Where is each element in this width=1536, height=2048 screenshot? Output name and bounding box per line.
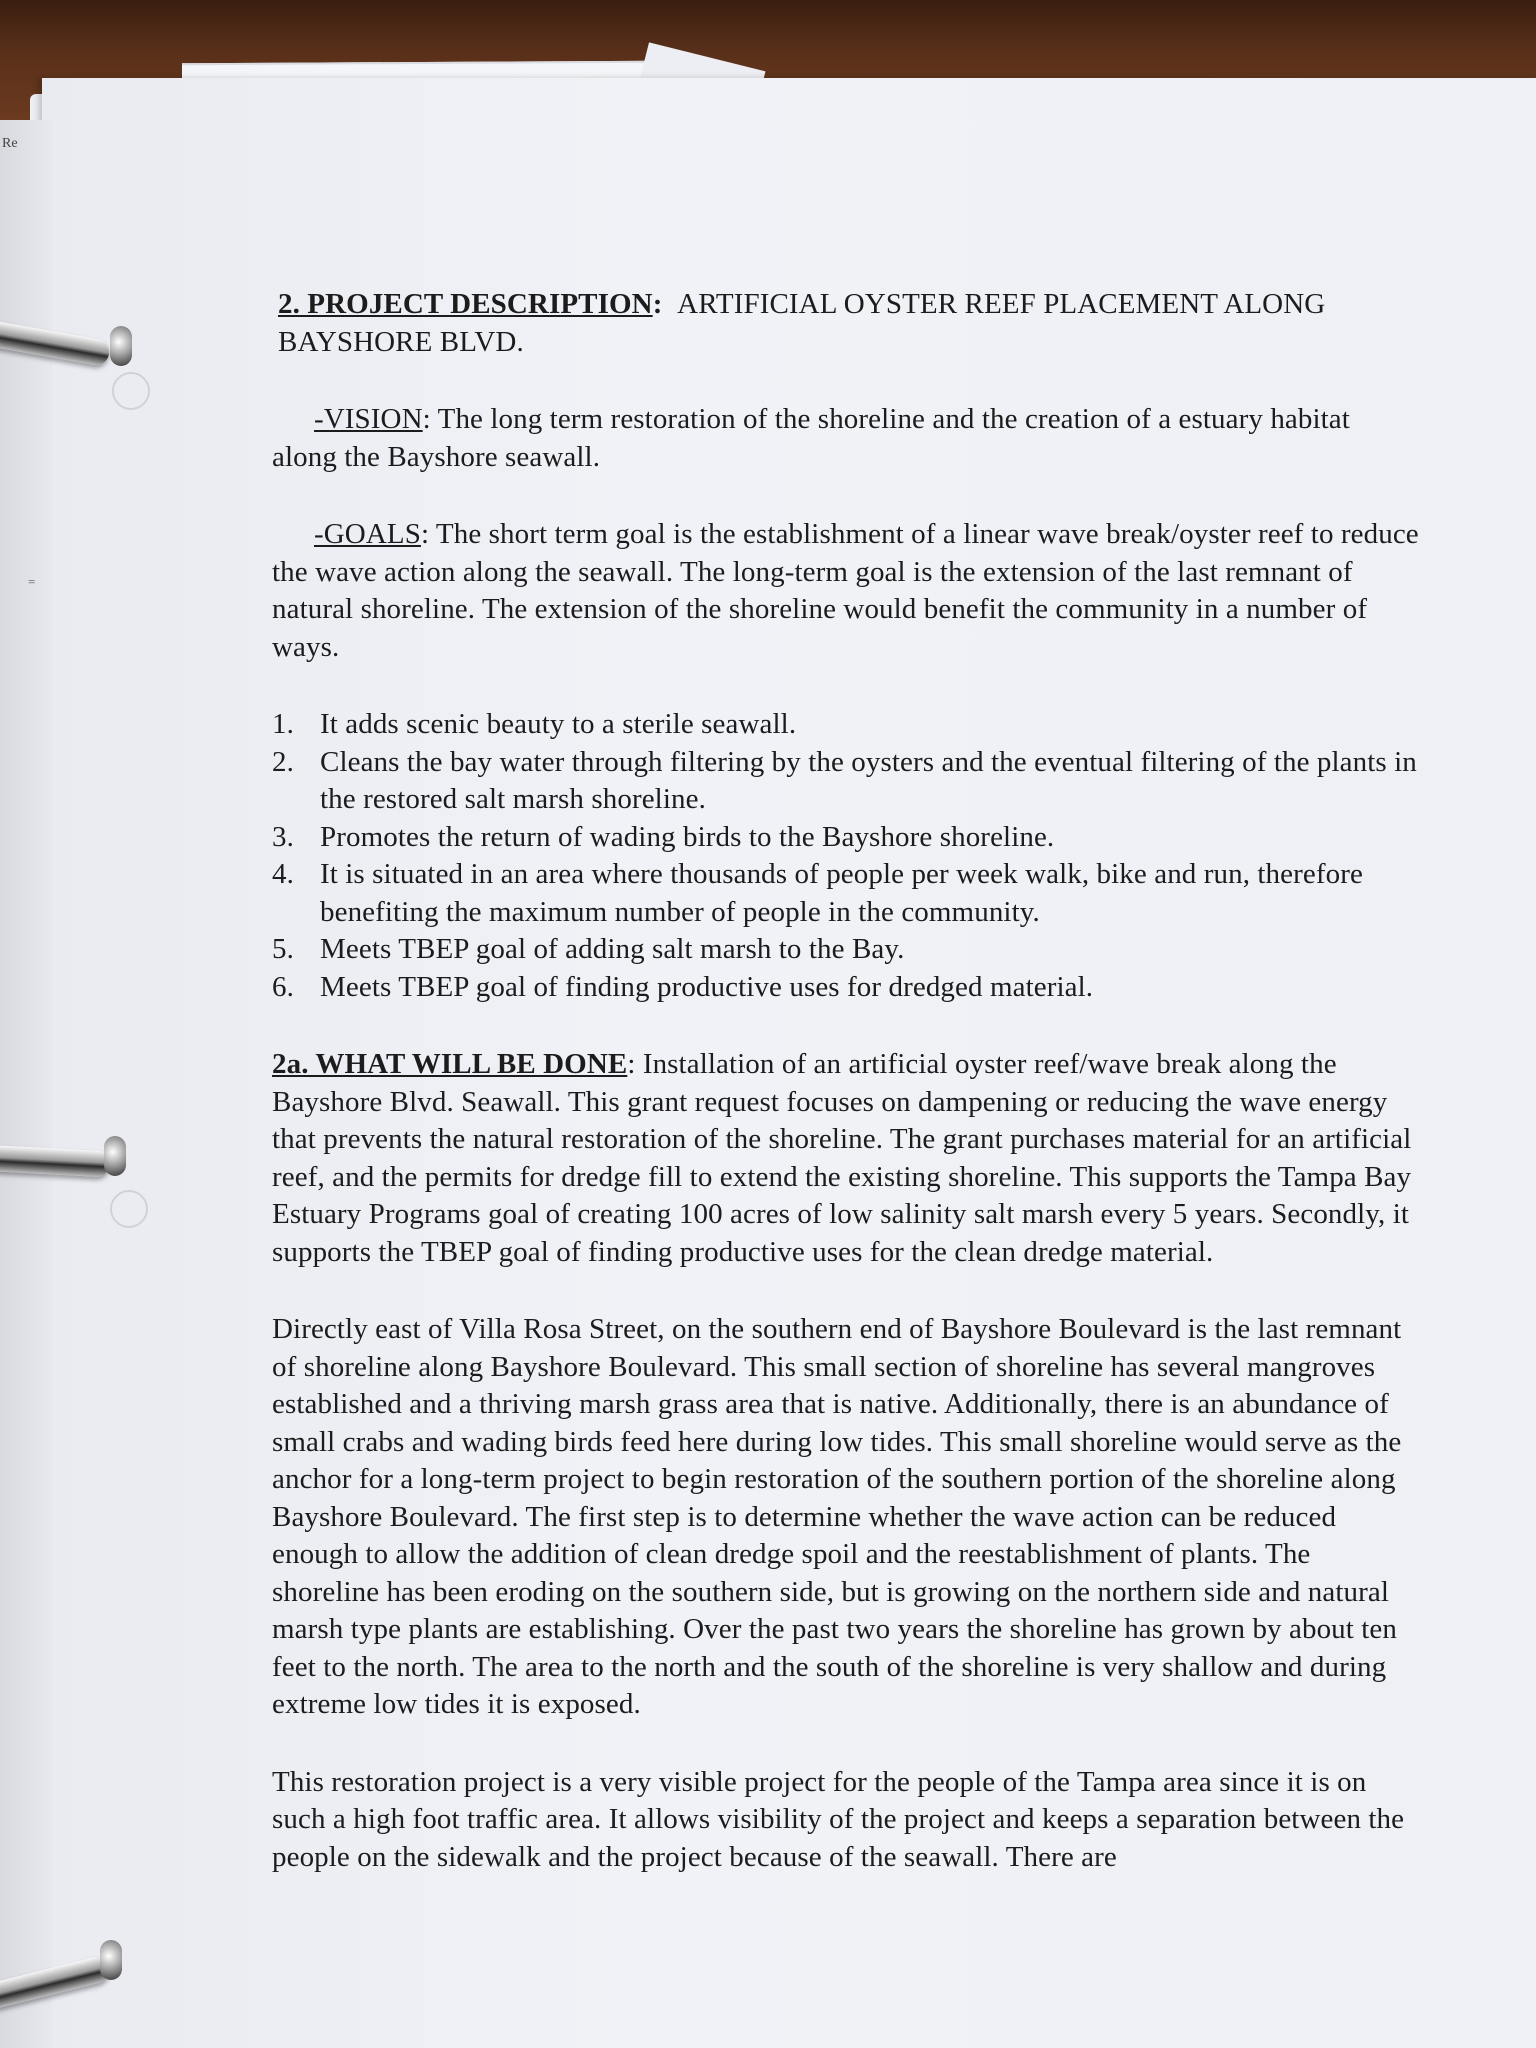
list-item — [272, 856, 1422, 931]
section-2a-paragraph — [272, 1046, 1422, 1271]
list-number: 3. — [272, 820, 294, 853]
list-number: 4. — [272, 858, 294, 890]
section-2a-text: : Installation of an artificial oyster reef/wave break along the Bayshore Blvd. Seawall. This grant request focuses on dampening or reducing the wave energy that prevents the natural restoration of the shoreline. The grant purchases material for an artificial reef, and the permits for dredge fill to extend the existing shoreline. This supports the Tampa Bay Estuary Programs goal of creating 100 acres of low salinity salt marsh every 5 years. Secondly, it supports the TBEP goal of finding productive uses for the clean dredge material. — [272, 1048, 1412, 1268]
binder-ring-icon — [100, 1940, 122, 1980]
list-item-text: Promotes the return of wading birds to the Bayshore shoreline. — [320, 820, 1055, 853]
list-item-text: Meets TBEP goal of finding productive uses for dredged material. — [320, 970, 1094, 1003]
section-2-title: ARTIFICIAL OYSTER REEF PLACEMENT ALONG BAYSHORE BLVD. — [278, 288, 1326, 358]
list-item — [272, 969, 1422, 1007]
section-2-label: 2. PROJECT DESCRIPTION — [278, 288, 653, 320]
list-item-text: It adds scenic beauty to a sterile seawall. — [320, 708, 797, 740]
margin-tick: = — [28, 574, 36, 589]
list-number: 2. — [272, 745, 294, 778]
list-item-text: It is situated in an area where thousands of people per week walk, bike and run, therefore benefiting the maximum number of people in the community. — [320, 858, 1363, 928]
section-2-heading — [272, 286, 1422, 361]
vision-label: -VISION — [314, 403, 423, 435]
punch-hole — [110, 1190, 148, 1228]
underlying-page-edge — [0, 120, 52, 2048]
goals-text: : The short term goal is the establishment of a linear wave break/oyster reef to reduce the wave action along the seawall. The long-term goal is the extension of the last remnant of natural shoreline. The extension of the shoreline would benefit the community in a number of ways. — [272, 518, 1419, 663]
list-number: 5. — [272, 933, 294, 965]
margin-mark: Re — [2, 136, 18, 151]
list-number: 1. — [272, 708, 294, 740]
list-item-text: Meets TBEP goal of adding salt marsh to the Bay. — [320, 933, 905, 965]
list-item — [272, 706, 1422, 744]
binder-ring-icon — [104, 1136, 126, 1176]
benefits-list — [272, 706, 1422, 1006]
list-item — [272, 744, 1422, 819]
villa-rosa-paragraph: Directly east of Villa Rosa Street, on the southern end of Bayshore Boulevard is the last remnant of shoreline along Bayshore Boulevard. This small section of shoreline has several mangroves established and a thriving marsh grass area that is native. Additionally, there is an abundance of small crabs and wading birds feed here during low tides. This small shoreline would serve as the anchor for a long-term project to begin restoration of the southern portion of the shoreline along Bayshore Boulevard. The first step is to determine whether the wave action can be reduced enough to allow the addition of clean dredge spoil and the reestablishment of plants. The shoreline has been eroding on the southern side, but is growing on the northern side and natural marsh type plants are establishing. Over the past two years the shoreline has grown by about ten feet to the north. The area to the north and the south of the shoreline is very shallow and during extreme low tides it is exposed. — [272, 1313, 1402, 1720]
list-item — [272, 819, 1422, 857]
section-2-colon: : — [652, 288, 663, 320]
vision-text: : The long term restoration of the shoreline and the creation of a estuary habitat along the Bayshore seawall. — [272, 403, 1350, 473]
punch-hole — [112, 372, 150, 410]
list-number: 6. — [272, 970, 294, 1003]
section-2a-label: 2a. WHAT WILL BE DONE — [272, 1048, 628, 1080]
list-item-text: Cleans the bay water through filtering by the oysters and the eventual filtering of the plants in the restored salt marsh shoreline. — [320, 745, 1417, 815]
binder-ring-icon — [110, 326, 132, 366]
goals-paragraph — [272, 516, 1422, 666]
document-body — [272, 286, 1422, 1876]
vision-paragraph — [272, 401, 1422, 476]
goals-label: -GOALS — [314, 518, 421, 550]
visibility-paragraph: This restoration project is a very visible project for the people of the Tampa area since it is on such a high foot traffic area. It allows visibility of the project and keeps a separation between the people on the sidewalk and the project because of the seawall. There are — [272, 1765, 1405, 1873]
list-item — [272, 931, 1422, 969]
